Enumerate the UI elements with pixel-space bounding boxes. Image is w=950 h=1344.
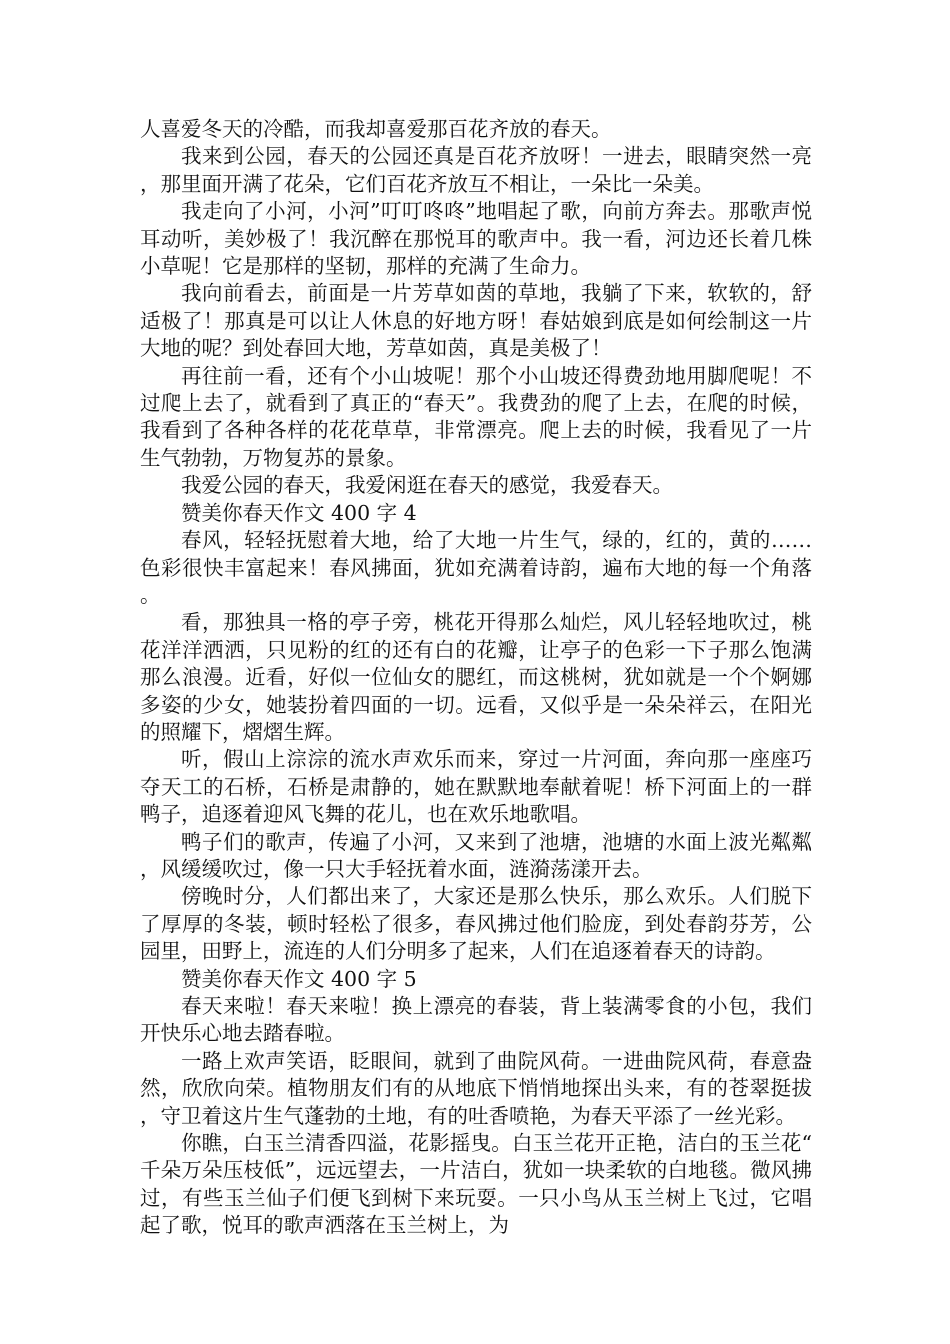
paragraph: 我爱公园的春天，我爱闲逛在春天的感觉，我爱春天。 — [181, 473, 673, 498]
paragraph: 春天来啦！春天来啦！换上漂亮的春装，背上装满零食的小包，我们开快乐心地去踏春啦。 — [140, 994, 812, 1046]
paragraph: 听，假山上淙淙的流水声欢乐而来，穿过一片河面，奔向那一座座巧夺天工的石桥，石桥是肃静的，她在默默地奉献着呢！桥下河面上的一群鸭子，追逐着迎风飞舞的花儿，也在欢乐地歌唱。 — [140, 747, 812, 827]
paragraph: 看，那独具一格的亭子旁，桃花开得那么灿烂，风儿轻轻地吹过，桃花洋洋洒洒，只见粉的红的还有白的花瓣，让亭子的色彩一下子那么饱满那么浪漫。近看，好似一位仙女的腮红，而这桃树，犹如就是一个个婀娜多姿的少女，她装扮着四面的一切。远看，又似乎是一朵朵祥云，在阳光的照耀下，熠熠生辉。 — [140, 610, 812, 744]
paragraph: 我向前看去，前面是一片芳草如茵的草地，我躺了下来，软软的，舒适极了！那真是可以让人休息的好地方呀！春姑娘到底是如何绘制这一片大地的呢？到处春回大地，芳草如茵，真是美极了！ — [140, 281, 812, 361]
paragraph: 鸭子们的歌声，传遍了小河，又来到了池塘，池塘的水面上波光粼粼，风缓缓吹过，像一只大手轻抚着水面，涟漪荡漾开去。 — [140, 829, 812, 881]
essay-body — [140, 116, 812, 1240]
paragraph: 你瞧，白玉兰清香四溢，花影摇曳。白玉兰花开正艳，洁白的玉兰花“千朵万朵压枝低”，远远望去，一片洁白，犹如一块柔软的白地毯。微风拂过，有些玉兰仙子们便飞到树下来玩耍。一只小鸟从玉兰树上飞过，它唱起了歌，悦耳的歌声洒落在玉兰树上，为 — [140, 1131, 812, 1238]
paragraph: 我来到公园，春天的公园还真是百花齐放呀！一进去，眼睛突然一亮，那里面开满了花朵，它们百花齐放互不相让，一朵比一朵美。 — [140, 144, 812, 196]
paragraph: 春风，轻轻抚慰着大地，给了大地一片生气，绿的，红的，黄的……色彩很快丰富起来！春风拂面，犹如充满着诗韵，遍布大地的每一个角落。 — [140, 528, 812, 607]
section-heading: 赞美你春天作文 400 字 4 — [181, 500, 417, 525]
section-heading: 赞美你春天作文 400 字 5 — [181, 966, 417, 991]
paragraph: 再往前一看，还有个小山坡呢！那个小山坡还得费劲地用脚爬呢！不过爬上去了，就看到了真正的“春天”。我费劲的爬了上去，在爬的时候，我看到了各种各样的花花草草，非常漂亮。爬上去的时候，我看见了一片生气勃勃，万物复苏的景象。 — [140, 363, 812, 470]
paragraph: 我走向了小河，小河”叮叮咚咚”地唱起了歌，向前方奔去。那歌声悦耳动听，美妙极了！我沉醉在那悦耳的歌声中。我一看，河边还长着几株小草呢！它是那样的坚韧，那样的充满了生命力。 — [140, 199, 812, 279]
paragraph: 傍晚时分，人们都出来了，大家还是那么快乐，那么欢乐。人们脱下了厚厚的冬装，顿时轻松了很多，春风拂过他们脸庞，到处春韵芬芳，公园里，田野上，流连的人们分明多了起来，人们在追逐着春天的诗韵。 — [140, 884, 812, 964]
paragraph: 一路上欢声笑语，眨眼间，就到了曲院风荷。一进曲院风荷，春意盎然，欣欣向荣。植物朋友们有的从地底下悄悄地探出头来，有的苍翠挺拔，守卫着这片生气蓬勃的土地，有的吐香喷艳，为春天平添了一丝光彩。 — [140, 1048, 812, 1128]
paragraph-continuation: 人喜爱冬天的冷酷，而我却喜爱那百花齐放的春天。 — [140, 117, 612, 141]
